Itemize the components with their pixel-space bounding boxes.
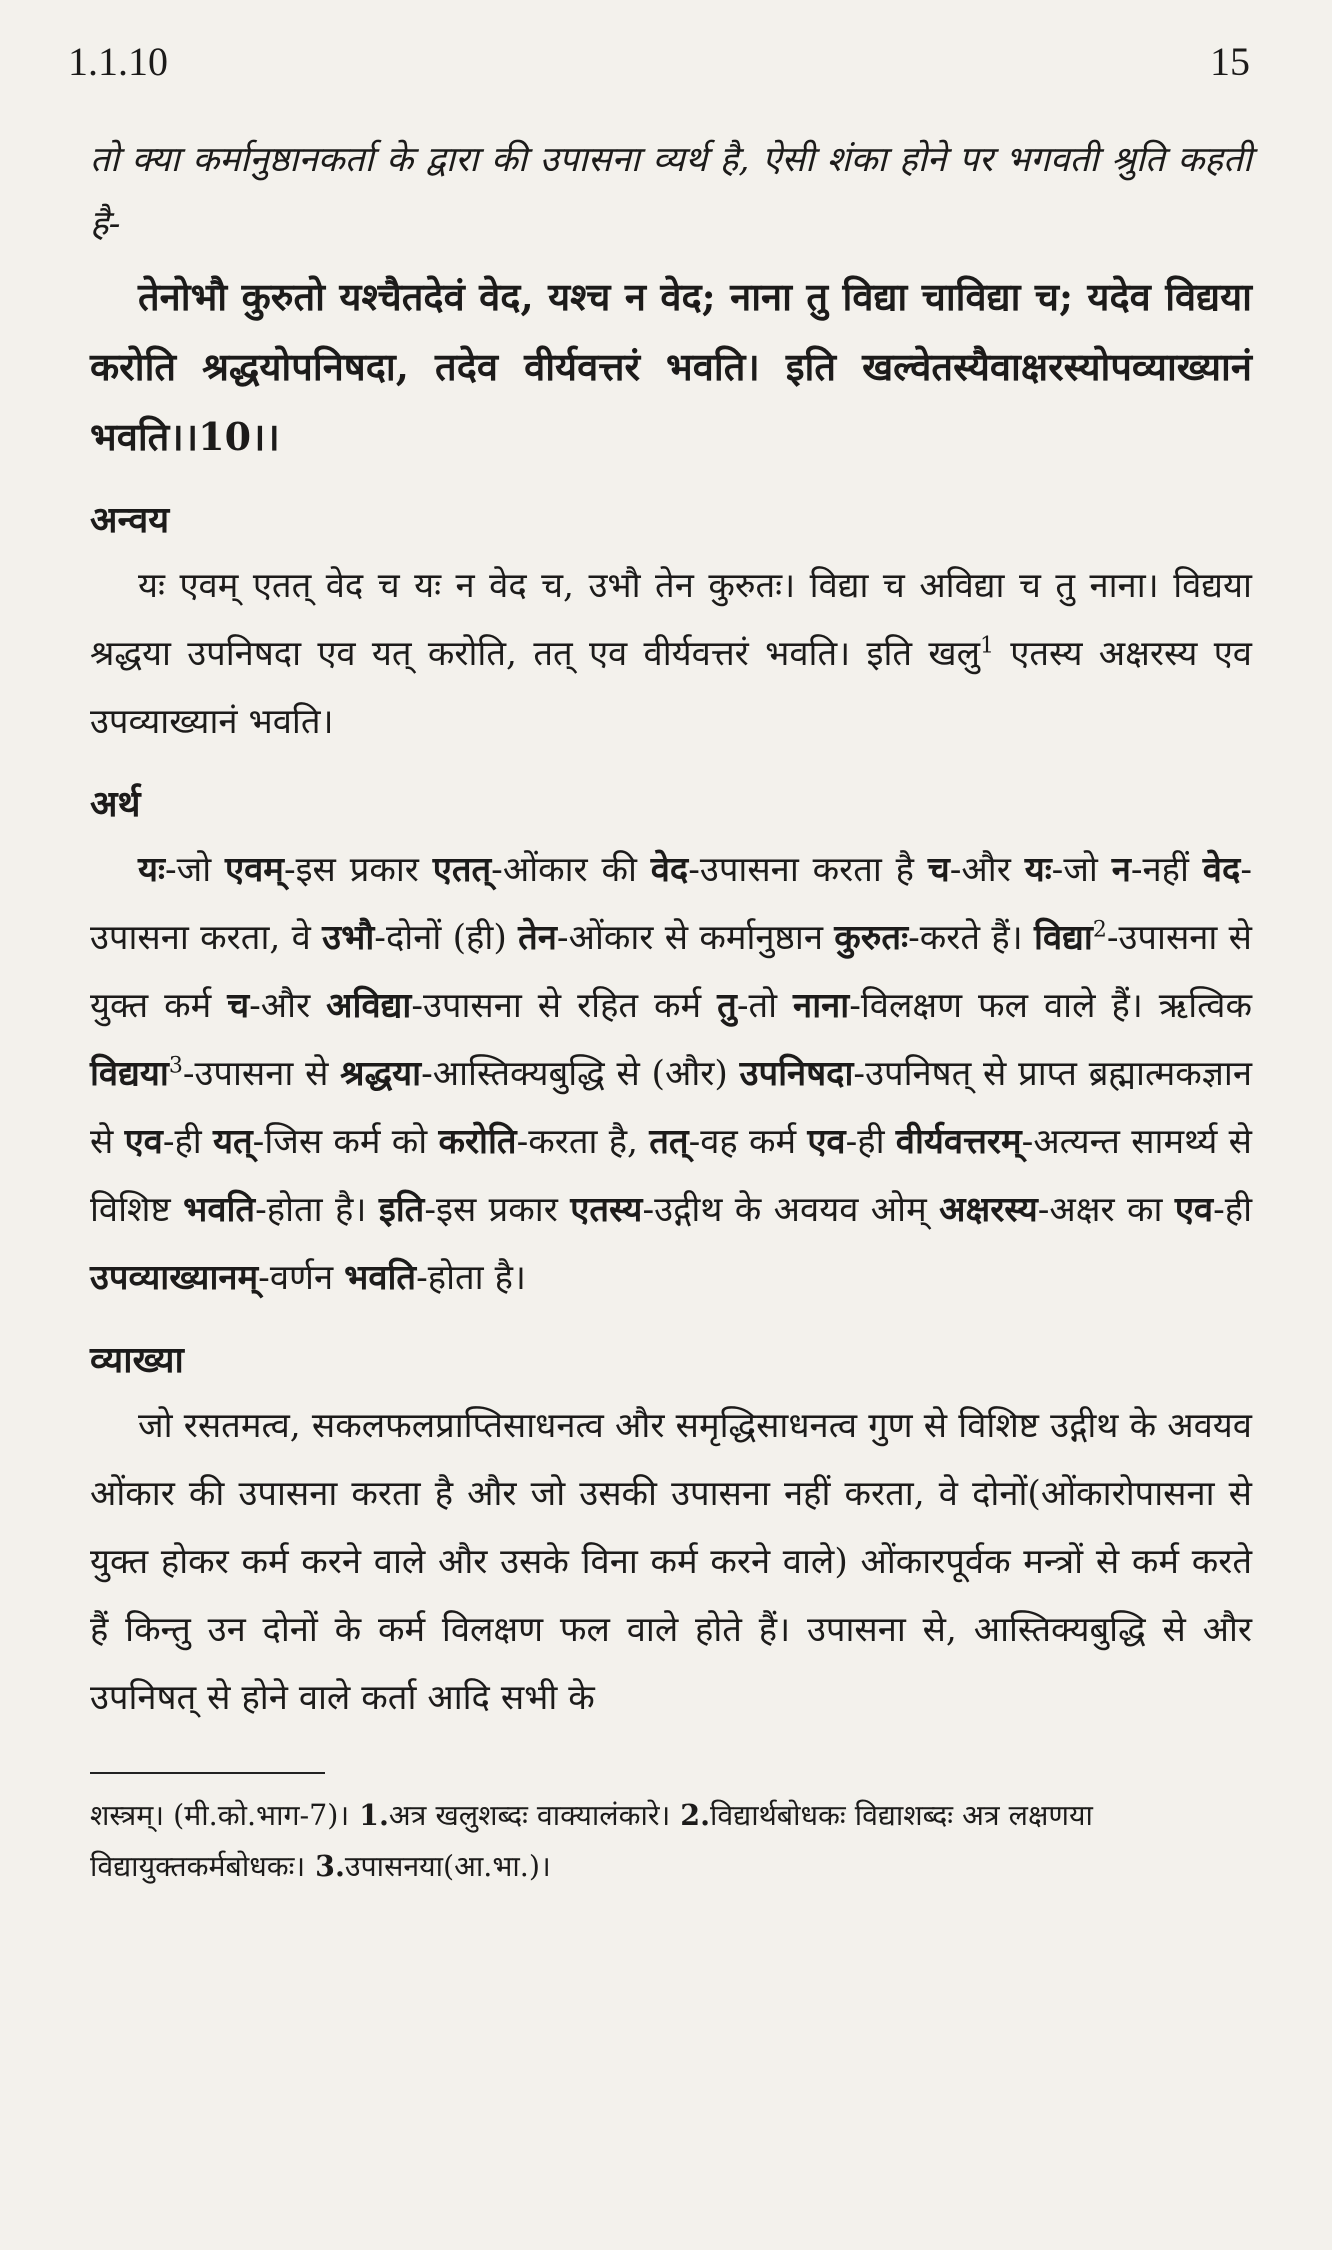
footnote-continuation: शस्त्रम्। (मी.को.भाग-7)। bbox=[90, 1799, 350, 1832]
artha-term: वीर्यवत्तरम् bbox=[895, 1122, 1022, 1162]
artha-gloss: -उपासना करता, वे bbox=[90, 850, 1252, 958]
artha-gloss: -इस प्रकार bbox=[283, 850, 433, 890]
footnote-1-number: 1. bbox=[349, 1798, 389, 1832]
artha-term: यः bbox=[138, 850, 165, 890]
artha-term: भवति bbox=[183, 1190, 256, 1230]
artha-gloss: -होता है। bbox=[255, 1190, 379, 1230]
mantra-verse: तेनोभौ कुरुतो यश्चैतदेवं वेद, यश्च न वेद; नाना तु विद्या चाविद्या च; यदेव विद्यया करोति श्रद्धयोपनिषदा, तदेव वीर्यवत्तरं भवति। इति खल्वेतस्यैवाक्षरस्योपव्याख्यानं भवति।।10।। bbox=[90, 274, 1252, 459]
footnote-ref: 2 bbox=[1092, 917, 1107, 943]
artha-term: एव bbox=[1174, 1190, 1214, 1230]
artha-gloss: -जिस कर्म को bbox=[252, 1122, 439, 1162]
artha-gloss: -होता है। bbox=[416, 1258, 526, 1298]
intro-paragraph: तो क्या कर्मानुष्ठानकर्ता के द्वारा की उपासना व्यर्थ है, ऐसी शंका होने पर भगवती श्रुति कहती है- bbox=[90, 140, 1252, 244]
footnote-2-text: विद्यार्थबोधकः विद्याशब्दः अत्र लक्षणया विद्यायुक्तकर्मबोधकः। bbox=[90, 1799, 1093, 1883]
artha-gloss: -उपनिषत् से प्राप्त ब्रह्मात्मकज्ञान से bbox=[90, 1054, 1252, 1162]
vyakhya-text: जो रसतमत्व, सकलफलप्राप्तिसाधनत्व और समृद्धिसाधनत्व गुण से विशिष्ट उद्गीथ के अवयव ओंकार की उपासना करता है और जो उसकी उपासना नहीं करता, वे दोनों(ओंकारोपासना से युक्त होकर कर्म करने वाले और उसके विना कर्म करने वाले) ओंकारपूर्वक मन्त्रों से कर्म करते हैं किन्तु उन दोनों के कर्म विलक्षण फल वाले होते हैं। उपासना से, आस्तिक्यबुद्धि से और उपनिषत् से होने वाले कर्ता आदि सभी के bbox=[90, 1406, 1252, 1718]
artha-term: उपनिषदा bbox=[739, 1054, 854, 1094]
artha-gloss: -और bbox=[949, 850, 1025, 890]
artha-term: यः bbox=[1024, 850, 1052, 890]
footnotes bbox=[90, 1790, 1252, 1892]
artha-term: विद्यया bbox=[90, 1054, 169, 1094]
artha-gloss: -ही bbox=[162, 1122, 213, 1162]
footnote-ref-1: 1 bbox=[979, 633, 994, 659]
artha-term: तेन bbox=[518, 918, 557, 958]
artha-gloss: -वर्णन bbox=[258, 1258, 345, 1298]
artha-gloss: -जो bbox=[1051, 850, 1112, 890]
artha-gloss: -नहीं bbox=[1130, 850, 1203, 890]
artha-text bbox=[90, 836, 1252, 1312]
page-header bbox=[68, 38, 1250, 98]
anvaya-heading: अन्वय bbox=[90, 499, 170, 541]
page-number: 15 bbox=[1210, 39, 1250, 84]
footnote-divider bbox=[90, 1772, 325, 1774]
artha-gloss: -ही bbox=[1213, 1190, 1253, 1230]
artha-term: एव bbox=[807, 1122, 846, 1162]
artha-term: भवति bbox=[344, 1258, 417, 1298]
artha-term: नाना bbox=[793, 986, 850, 1026]
artha-term: एतत् bbox=[432, 850, 492, 890]
artha-term: विद्या bbox=[1034, 918, 1093, 958]
artha-term: वेद bbox=[1202, 850, 1241, 890]
artha-term: न bbox=[1111, 850, 1131, 890]
footnote-ref: 3 bbox=[168, 1053, 183, 1079]
artha-gloss: -जो bbox=[164, 850, 226, 890]
artha-gloss: -उद्गीथ के अवयव ओम् bbox=[642, 1190, 940, 1230]
artha-term: उपव्याख्यानम् bbox=[90, 1258, 259, 1298]
artha-gloss: -विलक्षण फल वाले हैं। ऋत्विक bbox=[849, 986, 1252, 1026]
artha-term: तत् bbox=[649, 1122, 689, 1162]
artha-term: अविद्या bbox=[326, 986, 412, 1026]
anvaya-text-a: यः एवम् एतत् वेद च यः न वेद च, उभौ तेन कुरुतः। विद्या च अविद्या च तु नाना। विद्यया श्रद्धया उपनिषदा एव यत् करोति, तत् एव वीर्यवत्तरं भवति। इति खलु bbox=[90, 566, 1252, 674]
artha-term: इति bbox=[378, 1190, 425, 1230]
artha-gloss: -उपासना करता है bbox=[688, 850, 928, 890]
artha-gloss: -उपासना से रहित कर्म bbox=[411, 986, 718, 1026]
artha-gloss: -ही bbox=[845, 1122, 896, 1162]
artha-term: करोति bbox=[438, 1122, 517, 1162]
artha-gloss: -ओंकार की bbox=[491, 850, 651, 890]
artha-gloss: -करते हैं। bbox=[908, 918, 1035, 958]
artha-term: कुरुतः bbox=[834, 918, 909, 958]
artha-term: च bbox=[927, 850, 950, 890]
artha-term: च bbox=[227, 986, 250, 1026]
artha-gloss: -उपासना से bbox=[182, 1054, 341, 1094]
artha-term: तु bbox=[717, 986, 737, 1026]
artha-gloss: -वह कर्म bbox=[688, 1122, 808, 1162]
anvaya-text bbox=[90, 552, 1252, 756]
footnote-2-number: 2. bbox=[670, 1798, 711, 1832]
artha-gloss: -इस प्रकार bbox=[424, 1190, 571, 1230]
artha-gloss: -आस्तिक्यबुद्धि से (और) bbox=[421, 1054, 740, 1094]
artha-gloss: -अत्यन्त सामर्थ्य से विशिष्ट bbox=[90, 1122, 1252, 1230]
artha-term: वेद bbox=[650, 850, 689, 890]
artha-term: एवम् bbox=[225, 850, 284, 890]
footnote-3-number: 3. bbox=[305, 1849, 345, 1883]
artha-heading: अर्थ bbox=[90, 783, 141, 825]
footnote-3-text: उपासनया(आ.भा.)। bbox=[344, 1850, 551, 1883]
artha-gloss: -ओंकार से कर्मानुष्ठान bbox=[556, 918, 835, 958]
footnote-1-text: अत्र खलुशब्दः वाक्यालंकारे। bbox=[388, 1799, 671, 1832]
artha-gloss: -करता है, bbox=[516, 1122, 650, 1162]
artha-term: अक्षरस्य bbox=[939, 1190, 1038, 1230]
artha-term: यत् bbox=[212, 1122, 253, 1162]
artha-gloss: -अक्षर का bbox=[1037, 1190, 1175, 1230]
artha-term: श्रद्धया bbox=[340, 1054, 422, 1094]
artha-term: एतस्य bbox=[570, 1190, 643, 1230]
section-number: 1.1.10 bbox=[68, 39, 168, 84]
anvaya-text-b: एतस्य अक्षरस्य एव उपव्याख्यानं भवति। bbox=[90, 634, 1252, 742]
artha-gloss: -दोनों (ही) bbox=[374, 918, 519, 958]
vyakhya-heading: व्याख्या bbox=[90, 1339, 184, 1381]
artha-term: उभौ bbox=[322, 918, 375, 958]
artha-term: एव bbox=[124, 1122, 163, 1162]
page-body bbox=[90, 128, 1252, 1892]
artha-gloss: -तो bbox=[736, 986, 794, 1026]
artha-gloss: -और bbox=[249, 986, 327, 1026]
artha-gloss: -उपासना से युक्त कर्म bbox=[90, 918, 1252, 1026]
